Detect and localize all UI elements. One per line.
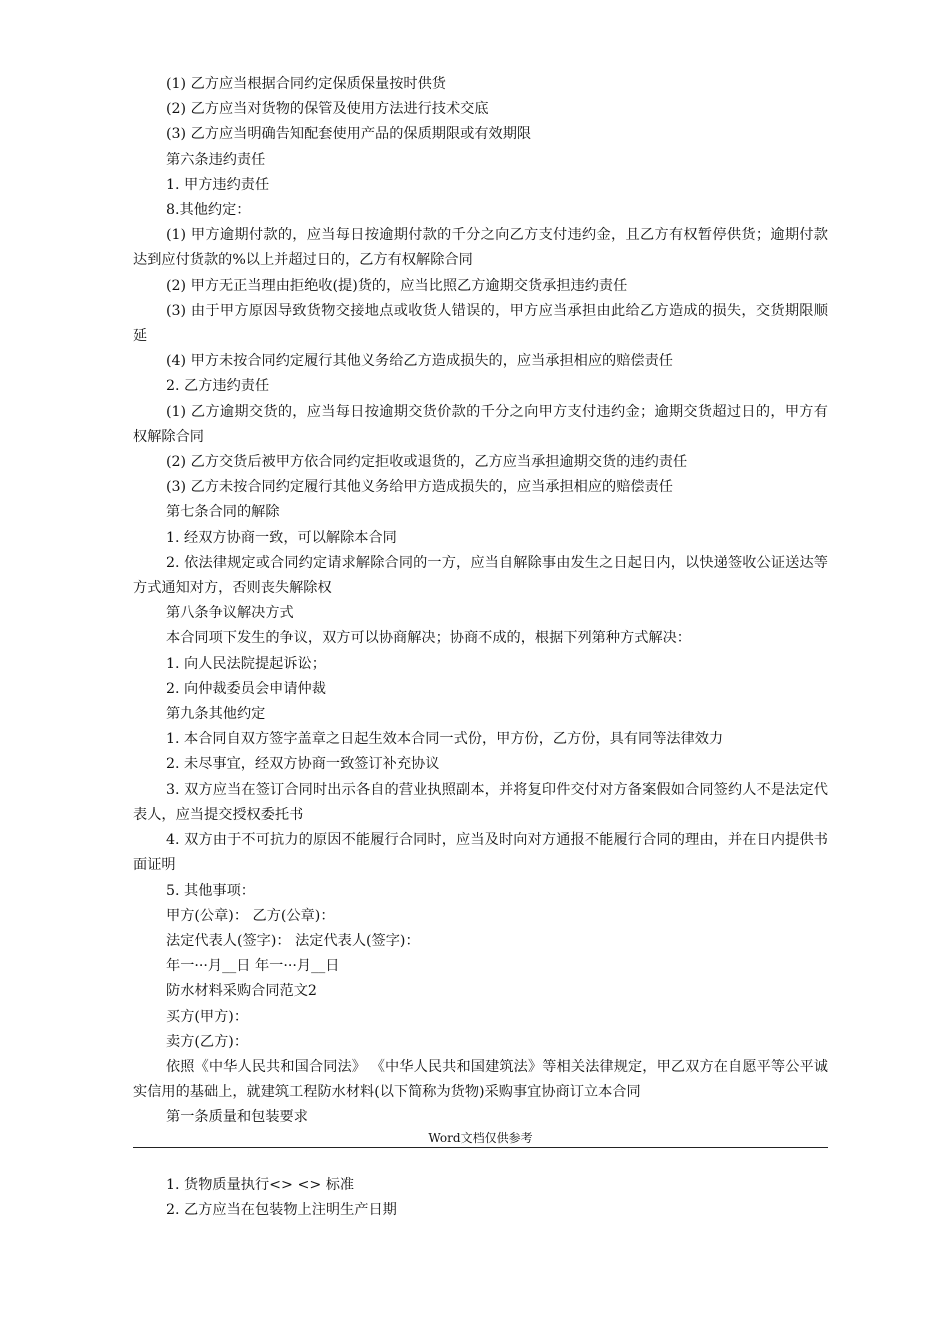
clause-line: 1. 向人民法院提起诉讼； [166, 655, 326, 672]
preamble: 依照《中华人民共和国合同法》 《中华人民共和国建筑法》等相关法律规定，甲乙双方在自愿平等公平诚实信用的基础上，就建筑工程防水材料(以下简称为货物)采购事宜协商订立本合同 [133, 1058, 828, 1101]
clause-line: (4) 甲方未按合同约定履行其他义务给乙方造成损失的，应当承担相应的赔偿责任 [166, 353, 673, 370]
clause-line: 5. 其他事项： [166, 882, 255, 899]
clause-line: (2) 乙方应当对货物的保管及使用方法进行技术交底 [166, 101, 489, 118]
section-heading: 第一条质量和包装要求 [166, 1109, 308, 1126]
clause-line: 2. 未尽事宜，经双方协商一致签订补充协议 [166, 756, 440, 773]
clause-line: 1. 货物质量执行<> <> 标准 [166, 1177, 355, 1193]
document-subtitle: 防水材料采购合同范文2 [166, 983, 317, 1000]
party-line: 卖方(乙方)： [166, 1033, 249, 1050]
clause-line: (3) 乙方未按合同约定履行其他义务给甲方造成损失的，应当承担相应的赔偿责任 [166, 479, 673, 496]
clause-line: 本合同项下发生的争议，双方可以协商解决；协商不成的，根据下列第种方式解决： [166, 630, 691, 647]
clause-line: 3. 双方应当在签订合同时出示各自的营业执照副本，并将复印件交付对方备案假如合同签约人不是法定代表人，应当提交授权委托书 [133, 781, 828, 823]
clause-line: 2. 乙方违约责任 [166, 378, 270, 395]
clause-line: 2. 乙方应当在包装物上注明生产日期 [166, 1202, 397, 1219]
date-line: 年一···月__日 年一···月__日 [166, 958, 340, 975]
next-page-body [133, 1173, 828, 1223]
clause-line: (3) 由于甲方原因导致货物交接地点或收货人错误的，甲方应当承担由此给乙方造成的损失，交货期限顺延 [133, 302, 828, 345]
section-heading: 第八条争议解决方式 [166, 605, 294, 622]
footer-divider [133, 1147, 828, 1148]
clause-line: (2) 乙方交货后被甲方依合同约定拒收或退货的，乙方应当承担逾期交货的违约责任 [166, 454, 688, 471]
clause-line: (1) 乙方逾期交货的，应当每日按逾期交货价款的千分之向甲方支付违约金；逾期交货超过日的，甲方有权解除合同 [133, 403, 828, 445]
contract-body [133, 72, 828, 1131]
section-heading: 第六条违约责任 [166, 151, 266, 168]
clause-line: 1. 甲方违约责任 [166, 176, 270, 193]
page-footer: Word文档仅供参考 [428, 1131, 533, 1145]
clause-line: (1) 甲方逾期付款的，应当每日按逾期付款的千分之向乙方支付违约金，且乙方有权暂停供货；逾期付款达到应付货款的%以上并超过日的，乙方有权解除合同 [133, 227, 828, 269]
clause-line: 2. 依法律规定或合同约定请求解除合同的一方，应当自解除事由发生之日起日内，以快递签收公证送达等方式通知对方，否则丧失解除权 [133, 554, 828, 597]
clause-line: 2. 向仲裁委员会申请仲裁 [166, 680, 326, 697]
signature-line: 甲方(公章)： 乙方(公章)： [166, 907, 335, 924]
party-line: 买方(甲方)： [166, 1008, 249, 1025]
clause-line: (2) 甲方无正当理由拒绝收(提)货的，应当比照乙方逾期交货承担违约责任 [166, 277, 628, 294]
clause-line: (1) 乙方应当根据合同约定保质保量按时供货 [166, 76, 446, 92]
clause-line: (3) 乙方应当明确告知配套使用产品的保质期限或有效期限 [166, 126, 532, 143]
clause-line: 1. 本合同自双方签字盖章之日起生效本合同一式份，甲方份，乙方份，具有同等法律效力 [166, 731, 724, 748]
clause-line: 4. 双方由于不可抗力的原因不能履行合同时，应当及时向对方通报不能履行合同的理由，并在日内提供书面证明 [133, 832, 828, 874]
section-heading: 第七条合同的解除 [166, 504, 280, 521]
clause-line: 8.其他约定： [166, 202, 251, 219]
clause-line: 1. 经双方协商一致，可以解除本合同 [166, 529, 397, 546]
section-heading: 第九条其他约定 [166, 706, 266, 723]
signature-line: 法定代表人(签字)： 法定代表人(签字)： [166, 932, 420, 949]
